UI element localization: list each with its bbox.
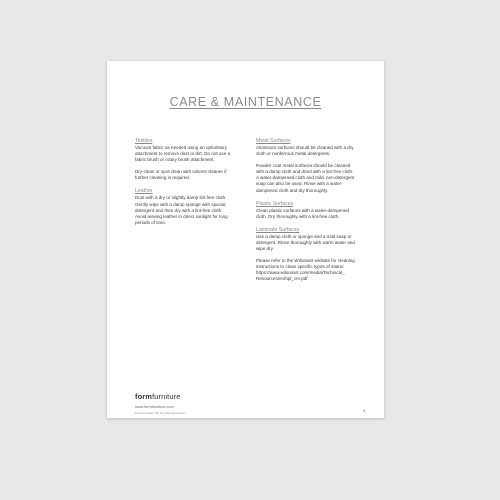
laminate-paragraph-2: Please refer to the Wilsonart website for cleaning instructions to clean specific types of stains: https://www.wilsonart.com/media/Technical_ Resources/en/hpl_cm.pdf [256, 258, 355, 282]
leather-paragraph-1: Dust with a dry or slightly damp lint free cloth. Gently wipe with a damp sponge with special detergent and then dry with a lint-free cloth. Avoid leaving leather in direct sunlight for long periods of time. [135, 195, 228, 225]
laminate-paragraph-1: Use a damp cloth or sponge and a mild soap or detergent. Rinse thoroughly with warm water and wipe dry. [256, 233, 355, 252]
footer-reference-text: Form Furniture Pty Ltd Suite Reserved [135, 411, 185, 415]
brand-logo-bold: form [135, 392, 153, 401]
section-heading-laminate-surfaces: Laminate Surfaces [256, 226, 300, 233]
metal-paragraph-2: Powder coat metal surfaces should be cleaned with a damp cloth and dried with a lint-free cloth. A water-dampened cloth and mild, non-detergent soap can also be used. Rinse with a water- dampened cloth and dry thoroughly. [256, 163, 355, 193]
textiles-paragraph-1: Vacuum fabric as needed using an upholstery attachment to remove dust or dirt. Do not use a fabric brush or rotary brush attachment. [135, 145, 231, 163]
page-title: CARE & MAINTENANCE [169, 95, 322, 109]
section-heading-plastic-surfaces: Plastic Surfaces [256, 200, 294, 207]
brand-logo [135, 392, 181, 401]
website-text: www.formfurniture.com [135, 405, 174, 409]
left-column [135, 138, 247, 232]
brand-logo-light: furniture [152, 392, 181, 401]
document-page [107, 61, 384, 418]
section-heading-textiles: Textiles [135, 138, 153, 144]
section-heading-metal-surfaces: Metal Surfaces [256, 138, 291, 144]
right-column [256, 138, 368, 289]
plastic-paragraph-1: Clean plastic surfaces with a water-dampened cloth. Dry thoroughly with a lint-free cloth. [256, 207, 350, 219]
page-number: 1 [363, 408, 366, 413]
textiles-paragraph-2: Dry-clean or spot clean with solvent cleaner if further cleaning is required. [135, 169, 227, 181]
metal-paragraph-1: Aluminum surfaces should be cleaned with a dry cloth or nonferrous metal detergents. [256, 145, 354, 157]
section-heading-leather: Leather [135, 188, 153, 195]
